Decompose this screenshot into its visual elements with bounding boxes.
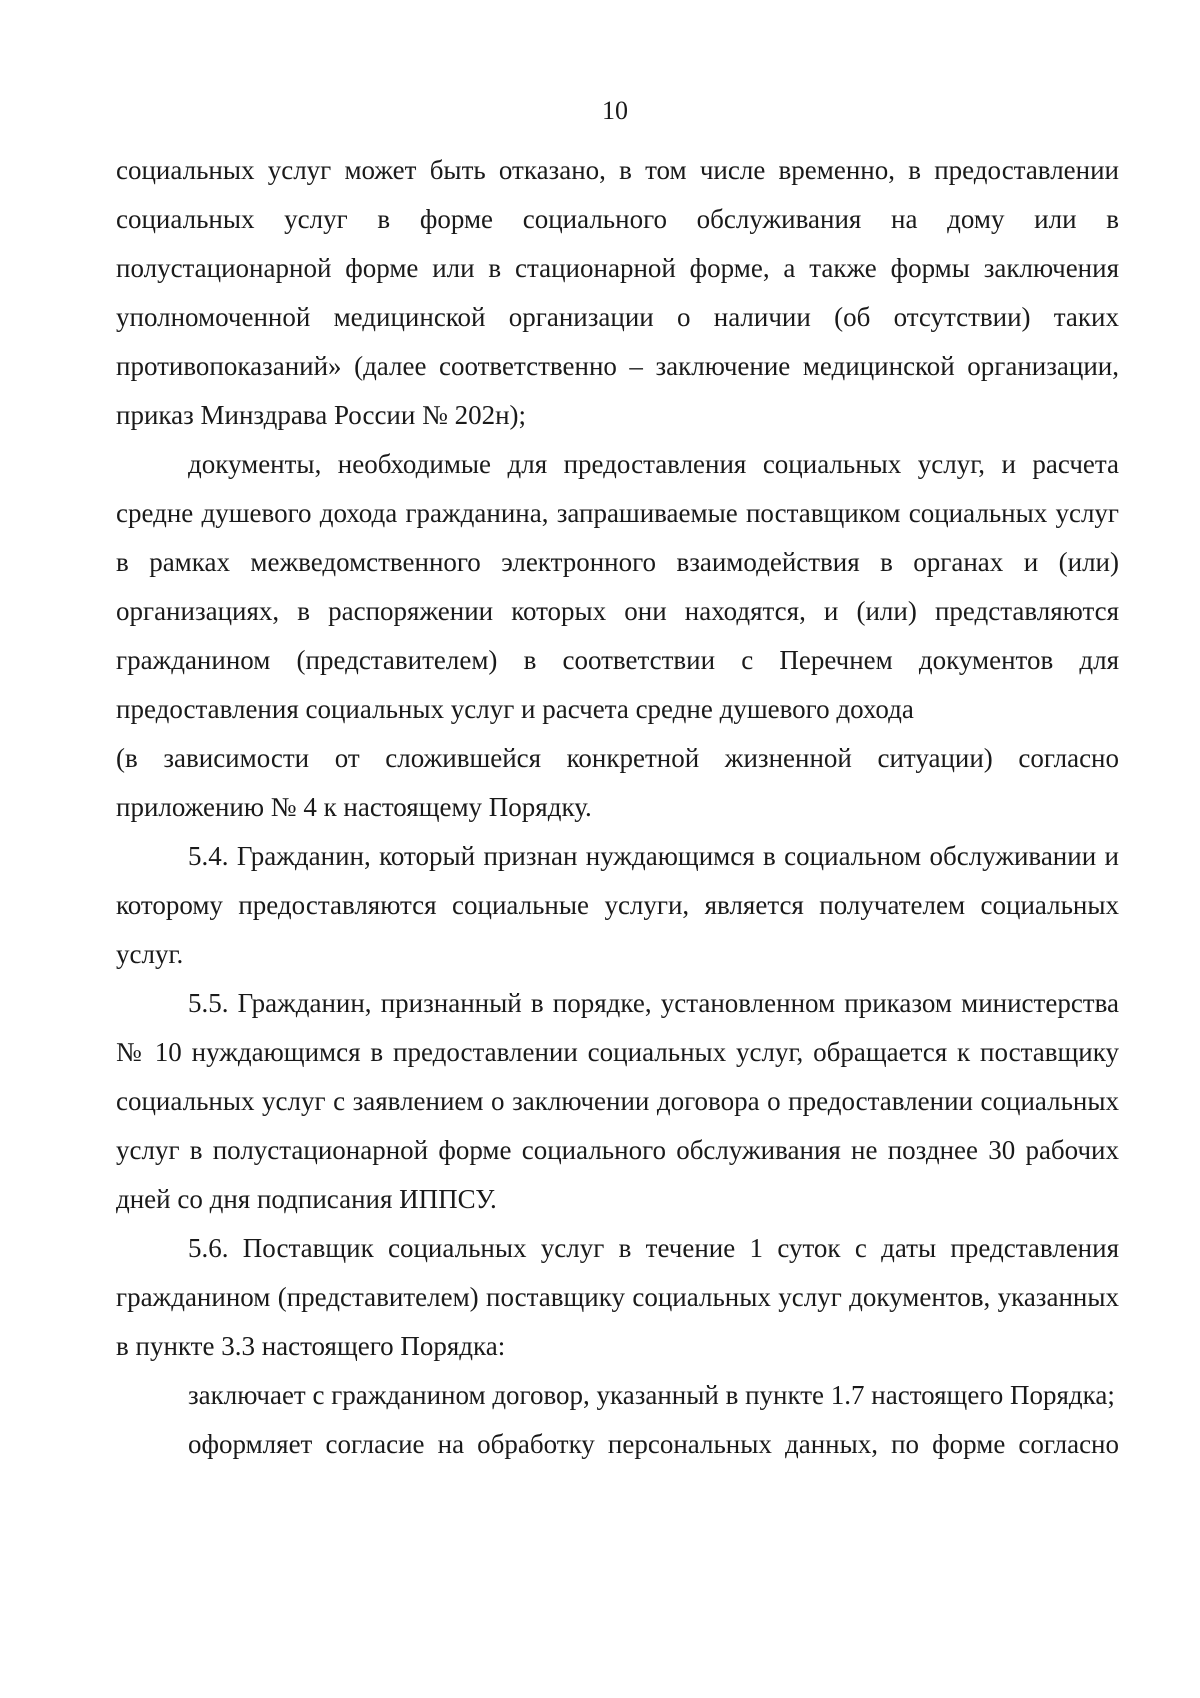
paragraph-continuation: социальных услуг может быть отказано, в том числе временно, в предоставлении социальных услуг в форме социального обслуживания на дому или в полустационарной форме или в стационарной форме, а также формы заключения уполномоченной медицинской организации о наличии (об отсутствии) таких противопоказаний» (далее соответственно – заключение медицинской организации, приказ Минздрава России № 202н); [116,155,1119,430]
paragraph-5-6: 5.6. Поставщик социальных услуг в течение 1 суток с даты представления гражданином (представителем) поставщику социальных услуг документов, указанных в пункте 3.3 настоящего Порядка: [116,1233,1119,1361]
paragraph-contract: заключает с гражданином договор, указанный в пункте 1.7 настоящего Порядка; [188,1380,1115,1410]
paragraph-5-5: 5.5. Гражданин, признанный в порядке, установленном приказом министерства № 10 нуждающимся в предоставлении социальных услуг, обращается к поставщику социальных услуг с заявлением о заключении договора о предоставлении социальных услуг в полустационарной форме социального обслуживания не позднее 30 рабочих дней со дня подписания ИППСУ. [116,988,1119,1214]
paragraph-5-4: 5.4. Гражданин, который признан нуждающимся в социальном обслуживании и которому предоставляются социальные услуги, является получателем социальных услуг. [116,841,1119,969]
paragraph-documents-continuation: (в зависимости от сложившейся конкретной жизненной ситуации) согласно приложению № 4 к настоящему Порядку. [116,743,1119,822]
page-number: 10 [602,96,628,125]
document-body [116,146,1119,1469]
paragraph-documents: документы, необходимые для предоставления социальных услуг, и расчета средне душевого дохода гражданина, запрашиваемые поставщиком социальных услуг в рамках межведомственного электронного взаимодействия в органах и (или) организациях, в распоряжении которых они находятся, и (или) представляются гражданином (представителем) в соответствии с Перечнем документов для предоставления социальных услуг и расчета средне душевого дохода [116,449,1119,724]
paragraph-consent: оформляет согласие на обработку персональных данных, по форме согласно [188,1429,1119,1459]
